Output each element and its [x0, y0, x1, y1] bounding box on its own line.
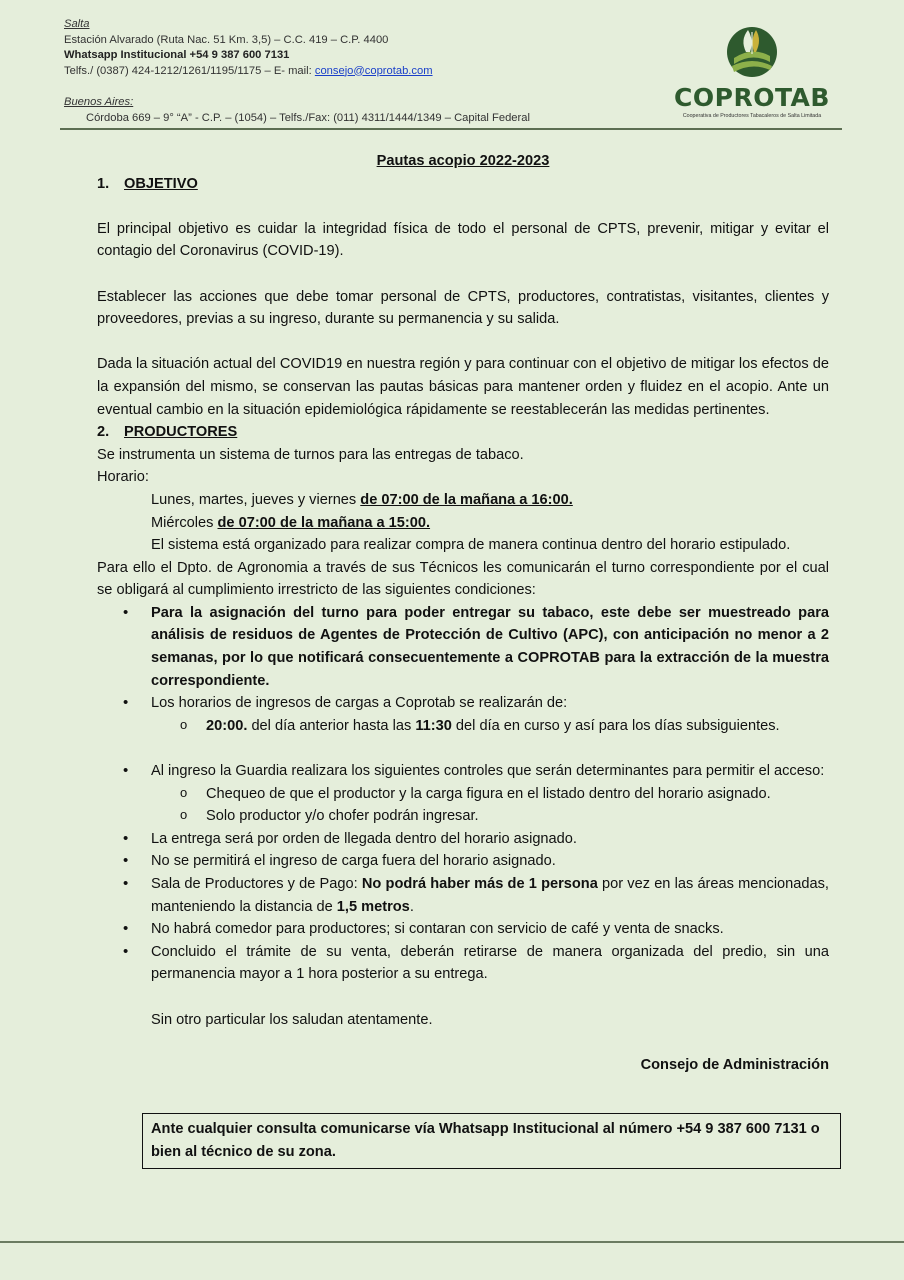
list-item: • Concluido el trámite de su venta, deberán retirarse de manera organizada del predio, sin una permanencia mayor a 1 hora posterior a su entrega.	[97, 941, 829, 986]
logo-name: COPROTAB	[674, 83, 830, 112]
list-item: o 20:00. del día anterior hasta las 11:30 del día en curso y así para los días subsiguientes.	[151, 715, 829, 738]
list-item: • Al ingreso la Guardia realizara los siguientes controles que serán determinantes para permitir el acceso: o Chequeo de que el productor y la carga figura en el listado dentro del horario asignado. o Solo productor y/o chofer podrán ingresar.	[97, 760, 829, 828]
section-heading-productores: 2. PRODUCTORES	[97, 424, 238, 441]
signature: Consejo de Administración	[640, 1056, 829, 1073]
paragraph-sistema: El sistema está organizado para realizar compra de manera continua dentro del horario estipulado.	[151, 537, 791, 554]
list-item: • No se permitirá el ingreso de carga fuera del horario asignado.	[97, 850, 829, 873]
footer-divider	[0, 1241, 904, 1243]
horario-line-1: Lunes, martes, jueves y viernes de 07:00 de la mañana a 16:00.	[151, 491, 573, 508]
conditions-list-2	[97, 760, 829, 986]
list-item: • No habrá comedor para productores; si contaran con servicio de café y venta de snacks.	[97, 918, 829, 941]
paragraph-turnos: Se instrumenta un sistema de turnos para las entregas de tabaco.	[97, 446, 524, 463]
phones-line: Telfs./ (0387) 424-1212/1261/1195/1175 – E- mail: consejo@coprotab.com	[64, 64, 433, 77]
list-item: o Chequeo de que el productor y la carga figura en el listado dentro del horario asignado.	[151, 783, 829, 806]
list-item: • Para la asignación del turno para poder entregar su tabaco, este debe ser muestreado para análisis de residuos de Agentes de Protección de Cultivo (APC), con anticipación no menor a 2 semanas, por lo que notificará consecuentemente a COPROTAB para la extracción de la muestra correspondiente.	[97, 602, 829, 692]
document-body	[97, 150, 829, 1076]
coprotab-logo	[666, 22, 838, 119]
header-divider	[60, 128, 842, 130]
paragraph-situation: Dada la situación actual del COVID19 en nuestra región y para continuar con el objetivo de mitigar los efectos de la expansión del mismo, se conservan las pautas básicas para mantener orden y fluidez en el acopio. Ante un eventual cambio en la situación epidemiológica rápidamente se reestablecerán las medidas pertinentes.	[97, 356, 829, 418]
salta-address: Estación Alvarado (Ruta Nac. 51 Km. 3,5) – C.C. 419 – C.P. 4400	[64, 33, 389, 46]
conditions-list	[97, 602, 829, 738]
buenos-aires-label: Buenos Aires:	[64, 96, 134, 108]
buenos-aires-address: Córdoba 669 – 9° “A” - C.P. – (1054) – Telfs./Fax: (011) 4311/1444/1349 – Capital Federal	[86, 111, 530, 124]
horario-line-2: Miércoles de 07:00 de la mañana a 15:00.	[151, 514, 431, 531]
paragraph-para-ello: Para ello el Dpto. de Agronomia a través de sus Técnicos les comunicarán el turno correspondiente por el cual se obligará al cumplimiento irrestricto de las siguientes condiciones:	[97, 559, 829, 599]
logo-subtitle: Cooperativa de Productores Tabacaleros de Salta Limitada	[682, 113, 822, 119]
list-item: o Solo productor y/o chofer podrán ingresar.	[151, 805, 829, 828]
whatsapp-line: Whatsapp Institucional +54 9 387 600 7131	[64, 49, 290, 61]
email-link[interactable]: consejo@coprotab.com	[314, 64, 433, 77]
section-heading-objetivo: 1. OBJETIVO	[97, 175, 198, 192]
contact-notice-box: Ante cualquier consulta comunicarse vía Whatsapp Institucional al número +54 9 387 600 7131 o bien al técnico de su zona.	[142, 1113, 841, 1169]
leaf-emblem-icon	[712, 22, 792, 82]
salta-label: Salta	[64, 18, 90, 30]
paragraph-actions: Establecer las acciones que debe tomar personal de CPTS, productores, contratistas, visitantes, clientes y proveedores, previas a su ingreso, durante su permanencia y su salida.	[97, 288, 829, 328]
list-item: • Los horarios de ingresos de cargas a Coprotab se realizarán de: o 20:00. del día anterior hasta las 11:30 del día en curso y así para los días subsiguientes.	[97, 692, 829, 737]
horario-label: Horario:	[97, 469, 149, 486]
closing-line: Sin otro particular los saludan atentamente.	[151, 1011, 433, 1028]
list-item: • Sala de Productores y de Pago: No podrá haber más de 1 persona por vez en las áreas mencionadas, manteniendo la distancia de 1,5 metros.	[97, 873, 829, 918]
document-title: Pautas acopio 2022-2023	[376, 153, 550, 169]
list-item: • La entrega será por orden de llegada dentro del horario asignado.	[97, 828, 829, 851]
letterhead-contact	[64, 17, 530, 126]
paragraph-objective: El principal objetivo es cuidar la integridad física de todo el personal de CPTS, prevenir, mitigar y evitar el contagio del Coronavirus (COVID-19).	[97, 220, 829, 260]
